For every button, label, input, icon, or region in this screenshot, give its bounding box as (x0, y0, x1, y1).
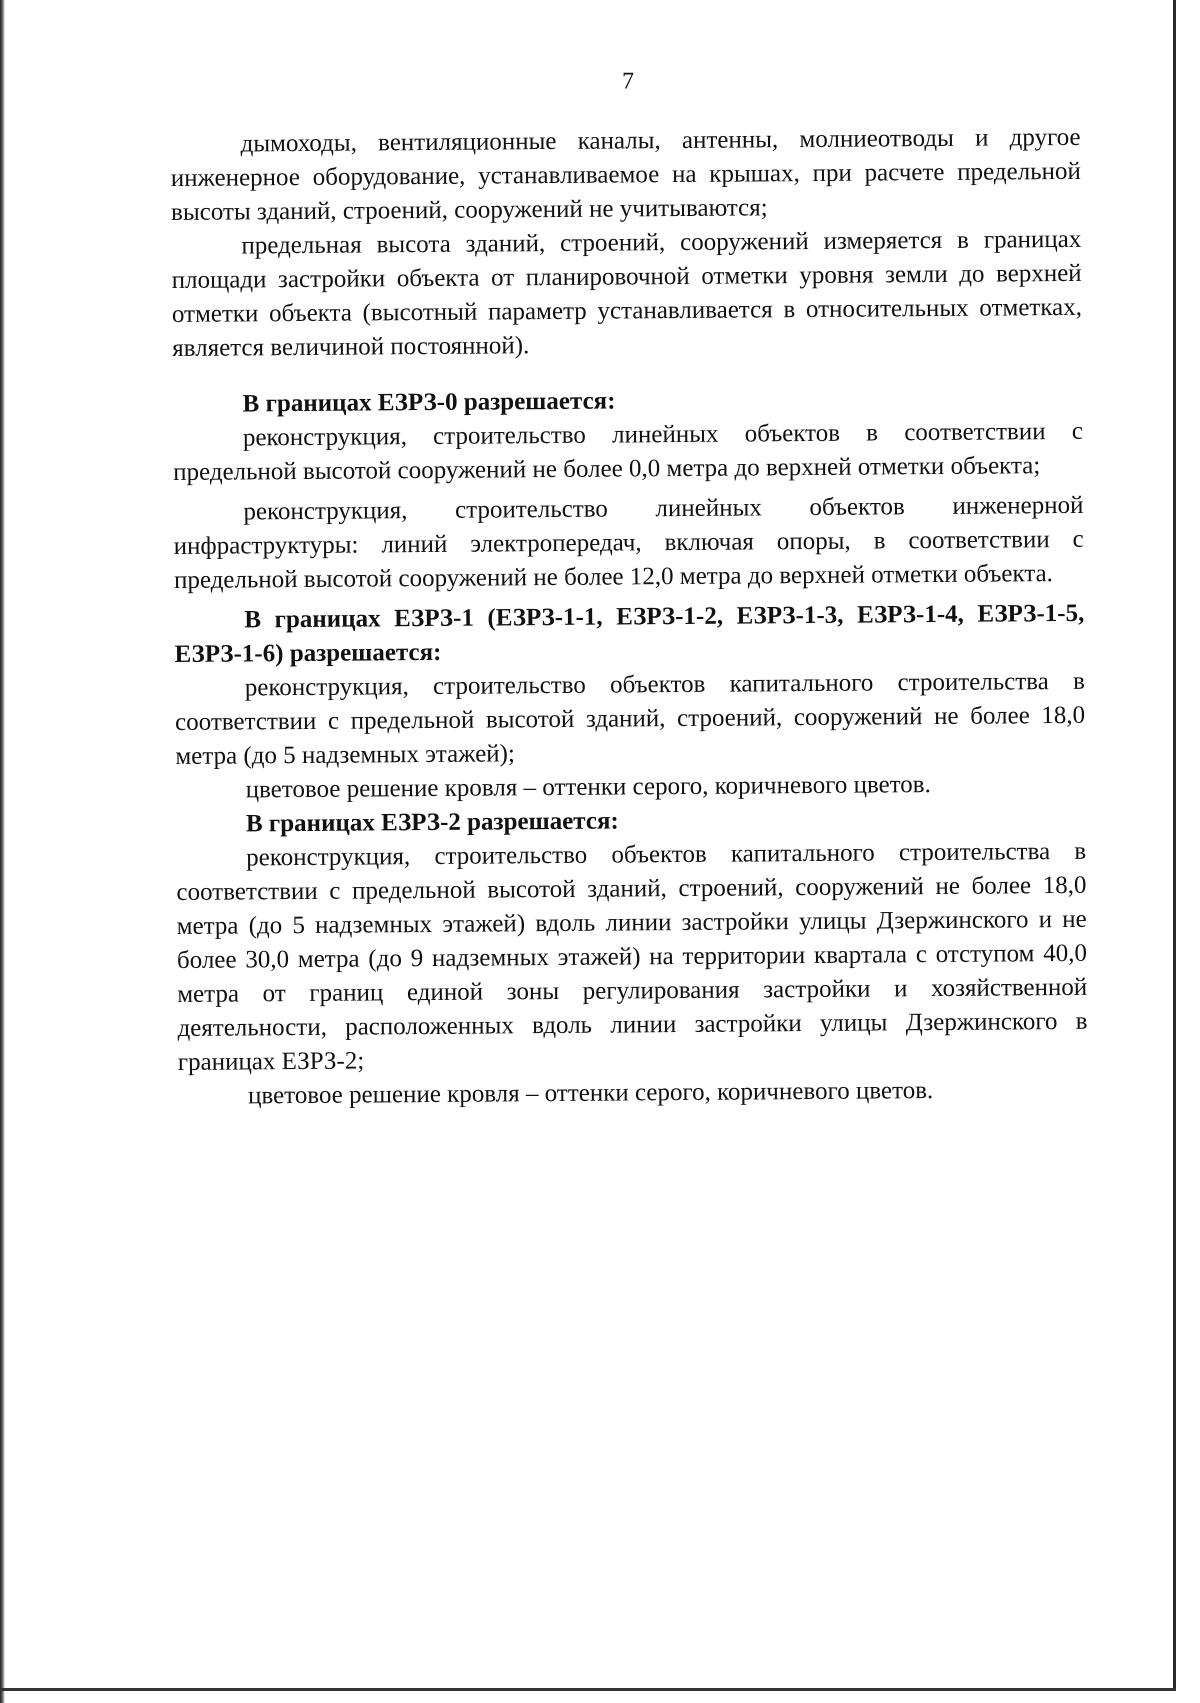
paragraph: цветовое решение кровля – оттенки серого, коричневого цветов. (245, 771, 931, 804)
page-number: 7 (622, 68, 635, 95)
document-body (170, 121, 1088, 1114)
section-heading: В границах ЕЗРЗ-2 разрешается: (245, 807, 619, 838)
paragraph: реконструкция, строительство объектов капитального строительства в соответствии с предельной высотой зданий, строений, сооружений не более 18,0 метра (до 5 надземных этажей) вдоль линии застройки улицы Дзержинского и не более 30,0 метра (до 9 надземных этажей) на территории квартала с отступом 40,0 метра от границ единой зоны регулирования застройки и хозяйственной деятельности, расположенных вдоль линии застройки улицы Дзержинского в границах ЕЗРЗ-2; (176, 837, 1088, 1076)
paragraph: цветовое решение кровля – оттенки серого, коричневого цветов. (247, 1077, 934, 1110)
paragraph: реконструкция, строительство линейных объектов инженерной инфраструктуры: линий электропередач, включая опоры, в соответствии с предельной высотой сооружений не более 12,0 метра до верхней отметки объекта. (173, 491, 1084, 594)
paragraph: реконструкция, строительство объектов капитального строительства в соответствии с предельной высотой зданий, строений, сооружений не более 18,0 метра (до 5 надземных этажей); (175, 667, 1086, 770)
paragraph: дымоходы, вентиляционные каналы, антенны, молниеотводы и другое инженерное оборудование, устанавливаемое на крышах, при расчете предельной высоты зданий, строений, сооружений не учитываются; (170, 123, 1081, 226)
document-page (170, 63, 1088, 1110)
scan-edge-right (1173, 0, 1176, 1690)
section-heading: В границах ЕЗРЗ-1 (ЕЗРЗ-1-1, ЕЗРЗ-1-2, ЕЗРЗ-1-3, ЕЗРЗ-1-4, ЕЗРЗ-1-5, ЕЗРЗ-1-6) разрешается: (174, 599, 1085, 668)
paragraph: предельная высота зданий, строений, сооружений измеряется в границах площади застройки объекта от планировочной отметки уровня земли до верхней отметки объекта (высотный параметр устанавливается в относительных отметках, является величиной постоянной). (171, 225, 1082, 362)
section-heading: В границах ЕЗРЗ-0 разрешается: (242, 387, 616, 418)
scan-edge-left (0, 0, 5, 1703)
paragraph: реконструкция, строительство линейных объектов в соответствии с предельной высотой сооружений не более 0,0 метра до верхней отметки объекта; (173, 417, 1083, 486)
scan-edge-bottom (0, 1688, 1176, 1691)
